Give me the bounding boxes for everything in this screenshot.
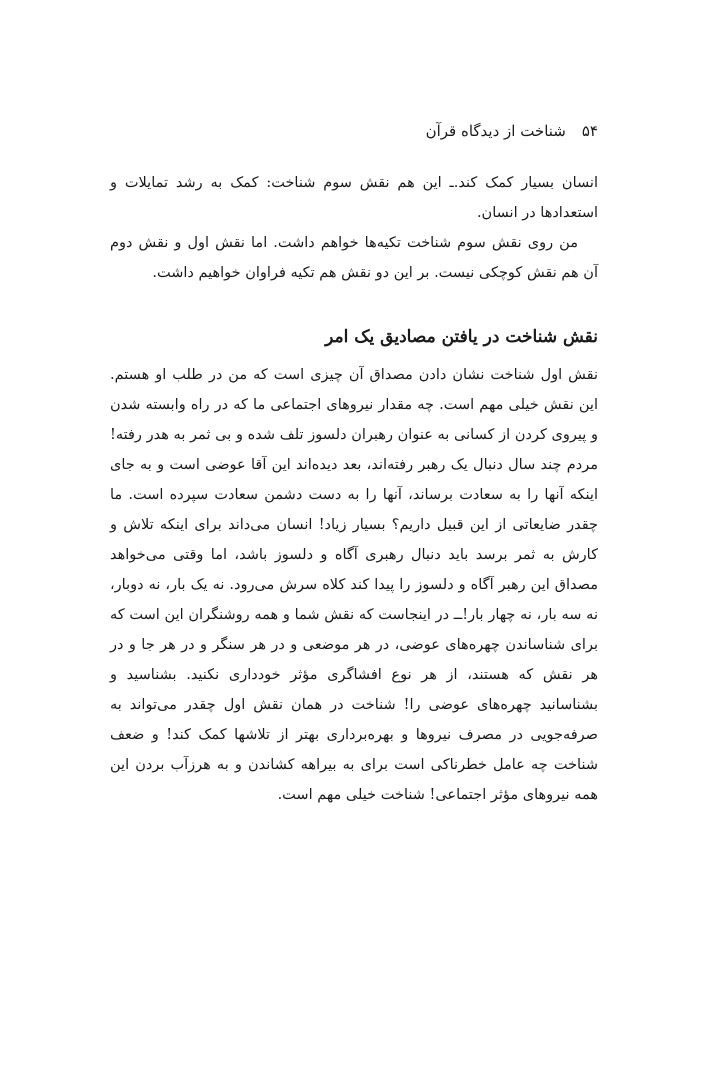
paragraph-third-role: من روی نقش سوم شناخت تکیه‌ها خواهم داشت. اما نقش اول و نقش دوم آن هم نقش کوچکی نیست. بر این دو نقش هم تکیه فراوان خواهیم داشت. (110, 235, 598, 281)
running-header (110, 118, 598, 144)
page-number: ۵۴ (581, 122, 598, 140)
running-title: شناخت از دیدگاه قرآن (425, 122, 566, 140)
section-heading: نقش شناخت در یافتن مصادیق یک امر (325, 327, 598, 347)
page-content (110, 168, 598, 810)
section-body-paragraph: نقش اول شناخت نشان دادن مصداق آن چیزی است که من در طلب او هستم. این نقش خیلی مهم است. چه مقدار نیروهای اجتماعی ما که در راه وابسته شدن و پیروی کردن از کسانی به عنوان رهبران دلسوز تلف شده و بی ثمر به هدر رفته! مردم چند سال دنبال یک رهبر رفته‌اند، بعد دیده‌اند این آقا عوضی است و به جای اینکه آنها را به سعادت برساند، آنها را به دست دشمن سعادت سپرده است. ما چقدر ضایعاتی از این قبیل داریم؟ بسیار زیاد! انسان می‌داند برای اینکه تلاش و کارش به ثمر برسد باید دنبال رهبری آگاه و دلسوز باشد، اما وقتی می‌خواهد مصداق این رهبر آگاه و دلسوز را پیدا کند کلاه سرش می‌رود. نه یک بار، نه دوبار، نه سه بار، نه چهار بار!ــ در اینجاست که نقش شما و همه روشنگران این است که برای شناساندن چهره‌های عوضی، در هر موضعی و در هر سنگر و در هر جا و در هر نقش که هستند، از هر نوع افشاگری مؤثر خودداری نکنید. بشناسید و بشناسانید چهره‌های عوضی را! شناخت در همان نقش اول چقدر می‌تواند به صرفه‌جویی در مصرف نیروها و بهره‌برداری بهتر از تلاشها کمک کند! و ضعف شناخت چه عامل خطرناکی است برای به بیراهه کشاندن و به هرزآب بردن این همه نیروهای مؤثر اجتماعی! شناخت خیلی مهم است. (110, 367, 598, 803)
paragraph-continuation: انسان بسیار کمک کند.ـ این هم نقش سوم شناخت: کمک به رشد تمایلات و استعدادها در انسان. (110, 175, 598, 221)
